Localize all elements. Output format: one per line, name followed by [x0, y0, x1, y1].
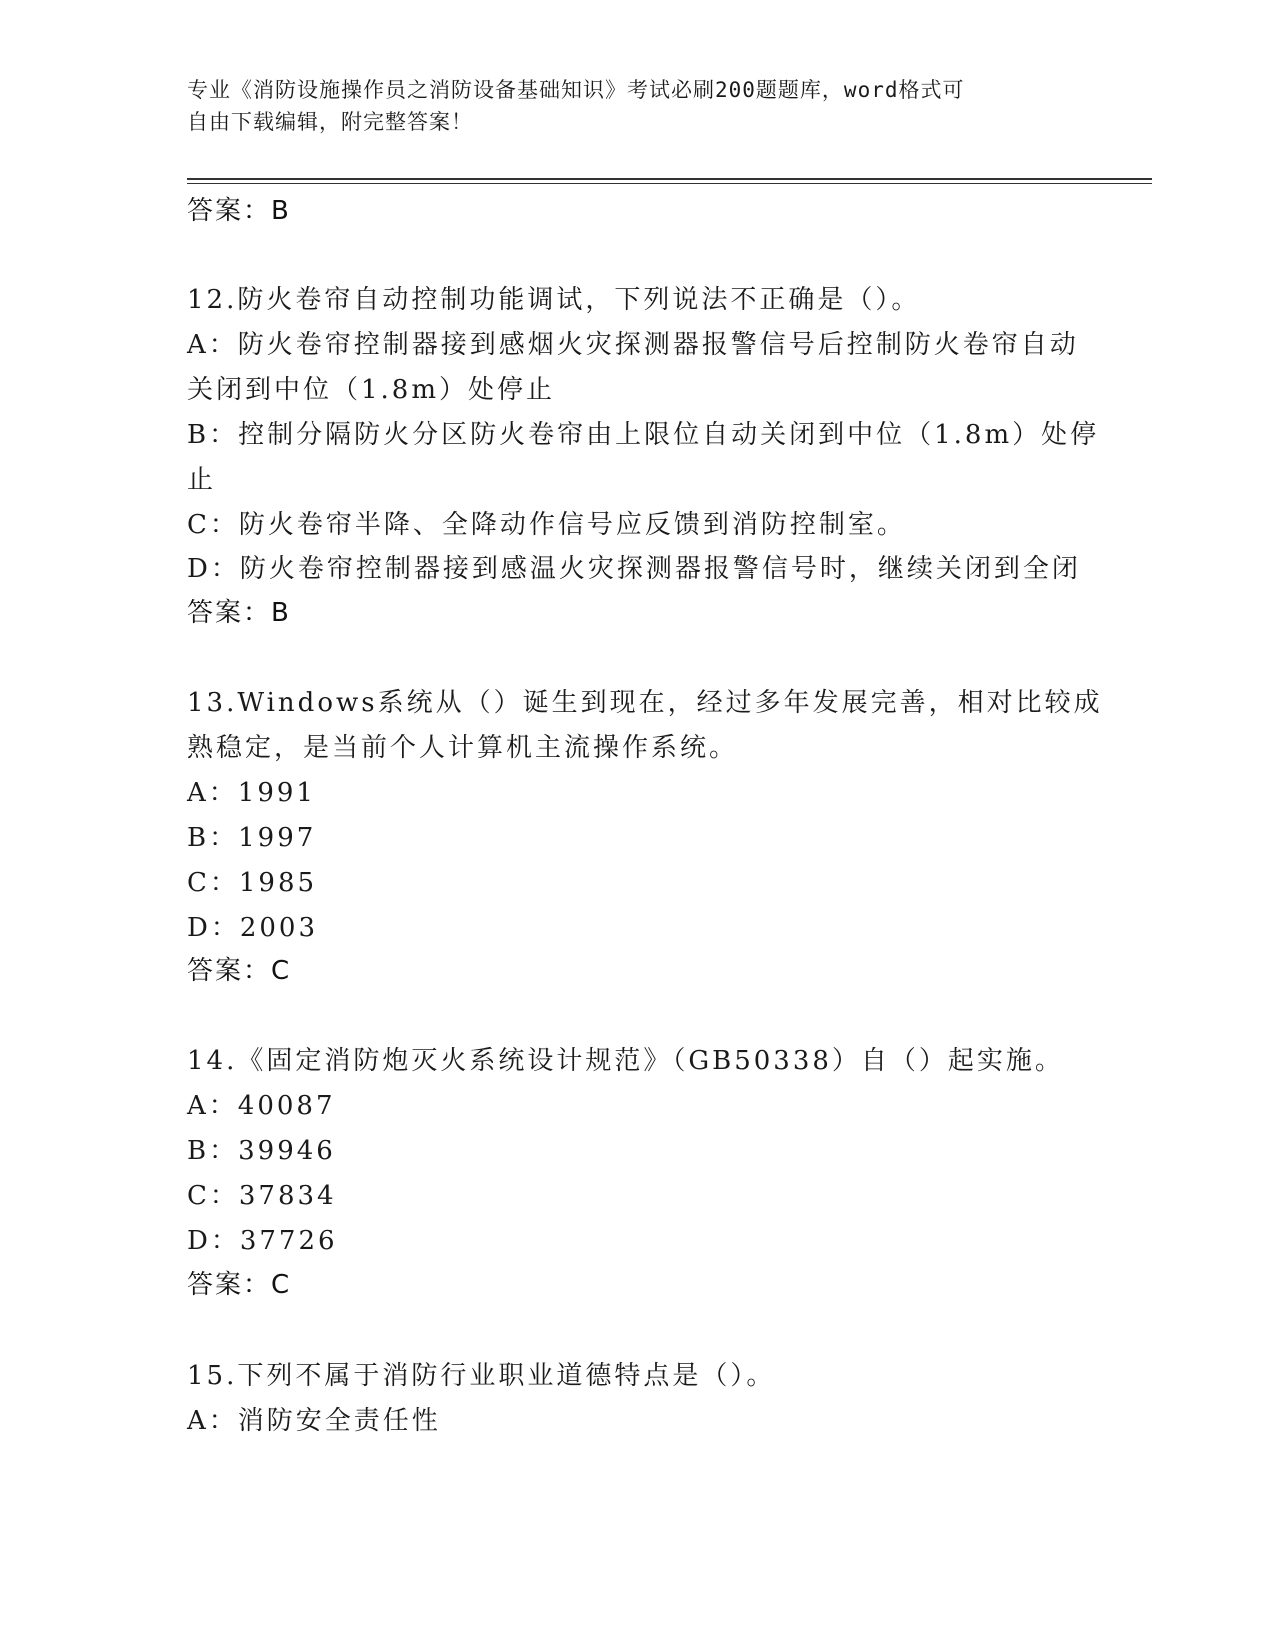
question-14-option-c: C：37834 — [187, 1181, 337, 1211]
question-12-stem: 12.防火卷帘自动控制功能调试，下列说法不正确是（）。 — [187, 285, 921, 315]
header-line-2: 自由下载编辑，附完整答案！ — [187, 110, 473, 134]
question-13-option-c: C：1985 — [187, 868, 318, 898]
question-13-option-a: A：1991 — [187, 778, 316, 808]
question-12-option-b-line-2: 止 — [187, 465, 217, 495]
page-header — [187, 74, 1067, 138]
question-15-option-a: A：消防安全责任性 — [187, 1406, 441, 1436]
question-12-option-a-line-1: A：防火卷帘控制器接到感烟火灾探测器报警信号后控制防火卷帘自动 — [187, 330, 1079, 360]
answer-q13: 答案：C — [187, 956, 292, 986]
question-14-option-a: A：40087 — [187, 1091, 336, 1121]
answer-q11: 答案：B — [187, 196, 291, 226]
question-14-option-b: B：39946 — [187, 1136, 336, 1166]
question-13-option-d: D：2003 — [187, 913, 319, 943]
question-12-option-a-line-2: 关闭到中位（1.8m）处停止 — [187, 375, 556, 405]
question-14-option-d: D：37726 — [187, 1226, 338, 1256]
question-12-option-c: C：防火卷帘半降、全降动作信号应反馈到消防控制室。 — [187, 510, 906, 540]
question-13-option-b: B：1997 — [187, 823, 317, 853]
answer-q14: 答案：C — [187, 1270, 292, 1300]
question-14-stem: 14.《固定消防炮灭火系统设计规范》（GB50338）自（）起实施。 — [187, 1046, 1064, 1076]
question-13-stem-line-1: 13.Windows系统从（）诞生到现在，经过多年发展完善，相对比较成 — [187, 688, 1103, 718]
question-12-option-b-line-1: B：控制分隔防火分区防火卷帘由上限位自动关闭到中位（1.8m）处停 — [187, 420, 1100, 450]
header-divider-thin — [187, 183, 1152, 184]
question-13-stem-line-2: 熟稳定，是当前个人计算机主流操作系统。 — [187, 733, 739, 763]
header-line-1: 专业《消防设施操作员之消防设备基础知识》考试必刷200题题库，word格式可 — [187, 78, 965, 102]
question-12-option-d: D：防火卷帘控制器接到感温火灾探测器报警信号时，继续关闭到全闭 — [187, 554, 1081, 584]
header-divider — [187, 178, 1152, 180]
question-15-stem: 15.下列不属于消防行业职业道德特点是（）。 — [187, 1361, 776, 1391]
answer-q12: 答案：B — [187, 598, 291, 628]
